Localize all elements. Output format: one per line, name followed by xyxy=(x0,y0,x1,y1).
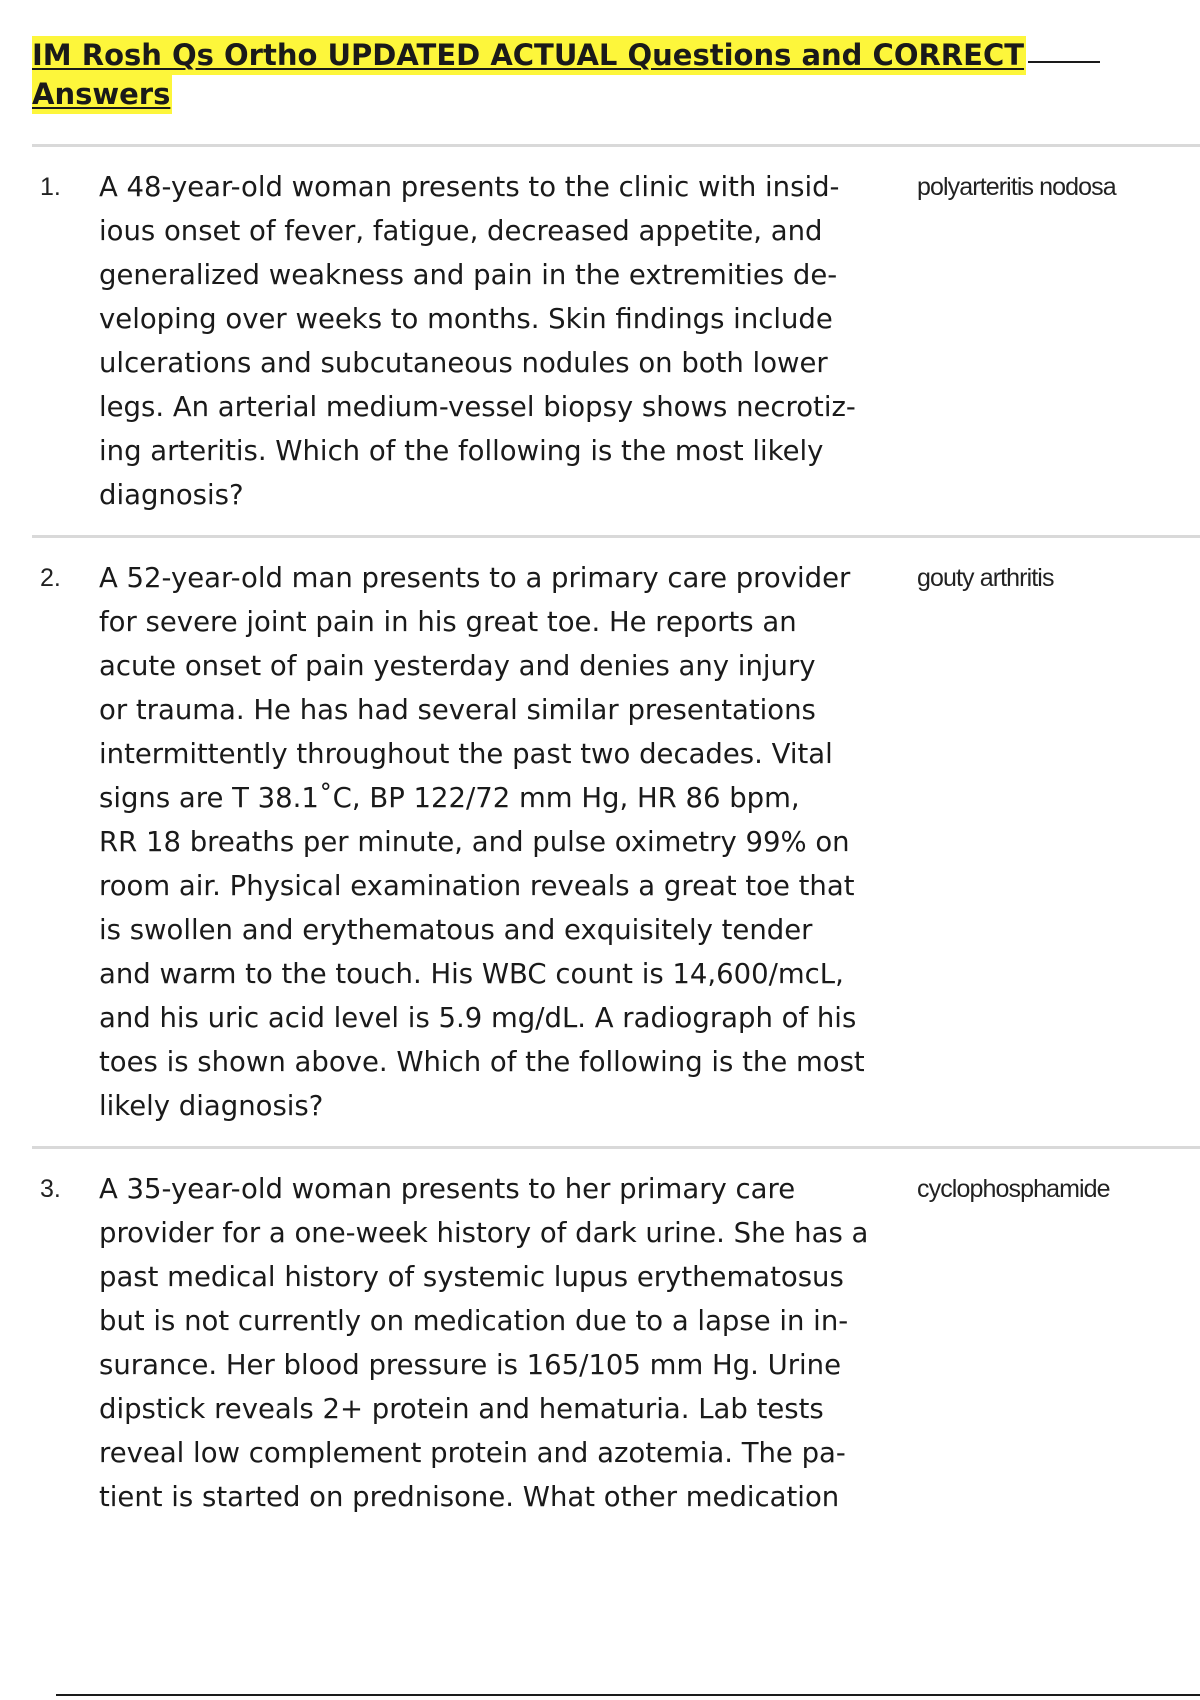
question-line: generalized weakness and pain in the extremities de- xyxy=(99,259,838,291)
question-line: dipstick reveals 2+ protein and hematuria. Lab tests xyxy=(99,1393,824,1425)
question-line: A 52-year-old man presents to a primary care provider xyxy=(99,562,851,594)
question-line: RR 18 breaths per minute, and pulse oximetry 99% on xyxy=(99,826,850,858)
question-line: A 48-year-old woman presents to the clinic with insid- xyxy=(99,171,840,203)
question-line: veloping over weeks to months. Skin findings include xyxy=(99,303,833,335)
question-line: diagnosis? xyxy=(99,479,244,511)
question-number: 2. xyxy=(40,564,61,592)
title-line-1 xyxy=(32,36,1142,75)
question-line: likely diagnosis? xyxy=(99,1090,324,1122)
question-line: toes is shown above. Which of the following is the most xyxy=(99,1046,865,1078)
question-line: and warm to the touch. His WBC count is 14,600/mcL, xyxy=(99,958,844,990)
question-line: intermittently throughout the past two decades. Vital xyxy=(99,738,833,770)
qa-row-1 xyxy=(32,144,1200,535)
question-line: A 35-year-old woman presents to her primary care xyxy=(99,1173,796,1205)
question-number: 3. xyxy=(40,1175,61,1203)
question-text xyxy=(99,1149,919,1537)
question-line: but is not currently on medication due to a lapse in in- xyxy=(99,1305,849,1337)
qa-row-2 xyxy=(32,535,1200,1146)
question-line: legs. An arterial medium-vessel biopsy shows necrotiz- xyxy=(99,391,856,423)
question-line: surance. Her blood pressure is 165/105 mm Hg. Urine xyxy=(99,1349,842,1381)
question-line: and his uric acid level is 5.9 mg/dL. A radiograph of his xyxy=(99,1002,857,1034)
title-rule xyxy=(1028,61,1100,63)
question-line: is swollen and erythematous and exquisitely tender xyxy=(99,914,813,946)
question-line: or trauma. He has had several similar presentations xyxy=(99,694,816,726)
title-line-2 xyxy=(32,75,1142,114)
question-line: ing arteritis. Which of the following is the most likely xyxy=(99,435,824,467)
answer-text: cyclophosphamide xyxy=(917,1175,1110,1203)
question-line: tient is started on prednisone. What other medication xyxy=(99,1481,840,1513)
qa-row-3 xyxy=(32,1146,1200,1537)
title-text-2: Answers xyxy=(32,75,172,114)
answer-text: polyarteritis nodosa xyxy=(917,173,1116,201)
qa-list xyxy=(32,144,1200,1537)
question-line: for severe joint pain in his great toe. He reports an xyxy=(99,606,797,638)
question-line: acute onset of pain yesterday and denies any injury xyxy=(99,650,816,682)
question-text xyxy=(99,538,919,1146)
question-line: signs are T 38.1˚C, BP 122/72 mm Hg, HR 86 bpm, xyxy=(99,782,800,814)
question-line: provider for a one-week history of dark urine. She has a xyxy=(99,1217,869,1249)
question-line: ulcerations and subcutaneous nodules on both lower xyxy=(99,347,828,379)
question-line: ious onset of fever, fatigue, decreased appetite, and xyxy=(99,215,823,247)
question-text xyxy=(99,147,919,535)
question-line: room air. Physical examination reveals a great toe that xyxy=(99,870,855,902)
question-line: reveal low complement protein and azotemia. The pa- xyxy=(99,1437,846,1469)
document-title xyxy=(32,36,1142,114)
page-bottom-rule xyxy=(56,1694,1200,1696)
question-line: past medical history of systemic lupus erythematosus xyxy=(99,1261,844,1293)
title-text-1: IM Rosh Qs Ortho UPDATED ACTUAL Questions and CORRECT xyxy=(32,36,1026,75)
question-number: 1. xyxy=(40,173,61,201)
answer-text: gouty arthritis xyxy=(917,564,1054,592)
